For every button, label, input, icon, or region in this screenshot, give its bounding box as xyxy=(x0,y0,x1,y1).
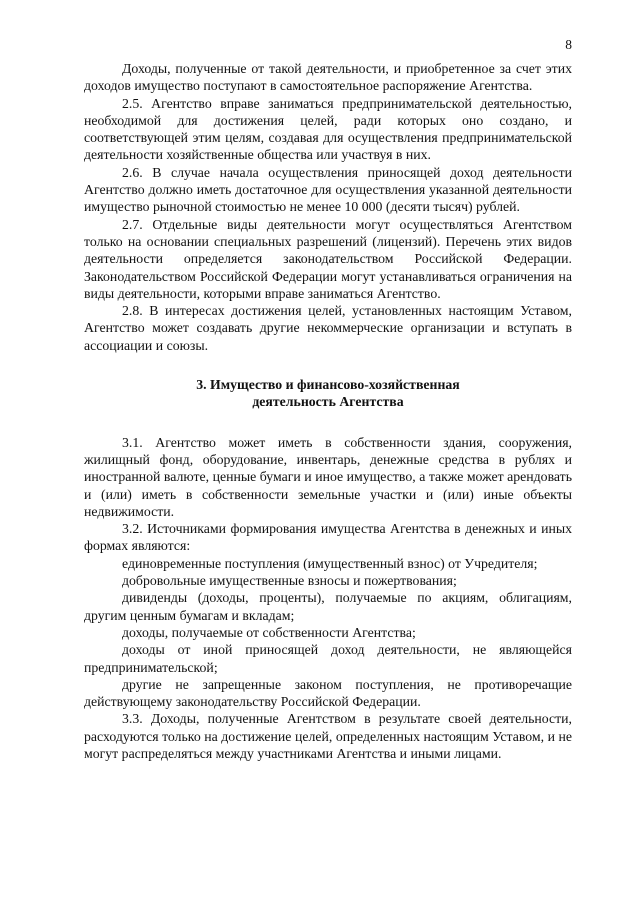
page-number: 8 xyxy=(565,37,572,52)
paragraph-2-5: 2.5. Агентство вправе заниматься предпринимательской деятельностью, необходимой для достижения целей, ради которых оно создано, и соответствующей этим целям, создавая для осуществления предпринимательской деятельности хозяйственные общества или участвуя в них. xyxy=(84,95,572,163)
paragraph-3-1: 3.1. Агентство может иметь в собственности здания, сооружения, жилищный фонд, оборудование, инвентарь, денежные средства в рублях и иностранной валюте, ценные бумаги и иное имущество, а также может арендовать и (или) иметь в собственности земельные участки и (или) иные объекты недвижимости. xyxy=(84,434,572,519)
paragraph-2-7: 2.7. Отдельные виды деятельности могут осуществляться Агентством только на основании специальных разрешений (лицензий). Перечень этих видов деятельности определяется законодательством Российской Федерации. Законодательством Российской Федерации могут устанавливаться ограничения на виды деятельности, которыми вправе заниматься Агентство. xyxy=(84,216,572,301)
paragraph-3-2: 3.2. Источниками формирования имущества Агентства в денежных и иных формах являются: xyxy=(84,521,572,554)
section-3-heading xyxy=(84,376,572,411)
section-3-heading-line-2: деятельность Агентства xyxy=(252,394,404,410)
paragraph-income-carryover: Доходы, полученные от такой деятельности, и приобретенное за счет этих доходов имущество поступают в самостоятельное распоряжение Агентства. xyxy=(84,61,572,94)
list-item-voluntary-contributions: добровольные имущественные взносы и пожертвования; xyxy=(122,573,457,589)
paragraph-2-8: 2.8. В интересах достижения целей, установленных настоящим Уставом, Агентство может создавать другие некоммерческие организации и вступать в ассоциации и союзы. xyxy=(84,303,572,353)
paragraph-3-3: 3.3. Доходы, полученные Агентством в результате своей деятельности, расходуются только на достижение целей, определенных настоящим Уставом, и не могут распределяться между участниками Агентства и иными лицами. xyxy=(84,711,572,761)
section-3-heading-line-1: 3. Имущество и финансово-хозяйственная xyxy=(196,377,460,393)
list-item-property-income: доходы, получаемые от собственности Агентства; xyxy=(122,624,416,640)
list-item-other-income: доходы от иной приносящей доход деятельности, не являющейся предпринимательской; xyxy=(84,642,572,675)
document-body xyxy=(84,60,572,762)
list-item-other-receipts: другие не запрещенные законом поступления, не противоречащие действующему законодательству Российской Федерации. xyxy=(84,676,572,710)
paragraph-2-6: 2.6. В случае начала осуществления приносящей доход деятельности Агентство должно иметь достаточное для осуществления указанной деятельности имущество рыночной стоимостью не менее 10 000 (десяти тысяч) рублей. xyxy=(84,164,572,215)
list-item-dividends: дивиденды (доходы, проценты), получаемые по акциям, облигациям, другим ценным бумагам и вкладам; xyxy=(84,590,572,623)
list-item-founder-contribution: единовременные поступления (имущественный взнос) от Учредителя; xyxy=(122,555,538,571)
